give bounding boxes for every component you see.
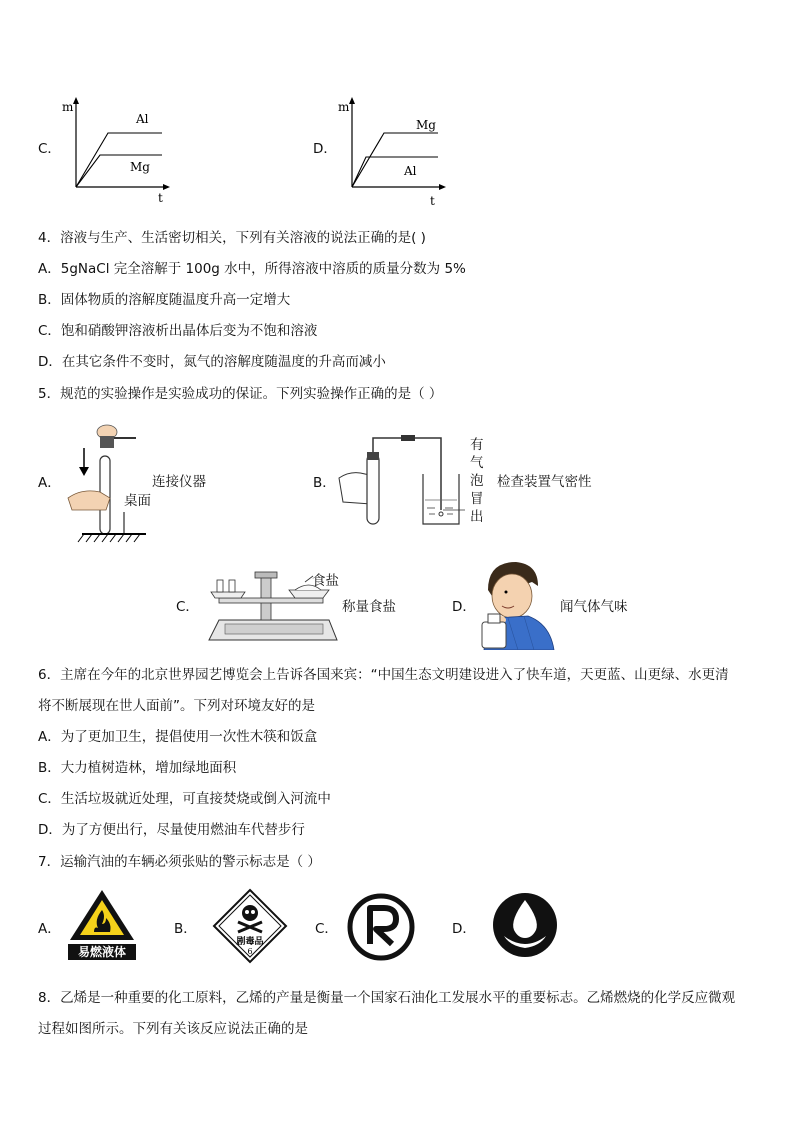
registered-trademark-icon <box>346 892 416 962</box>
q3-option-c-label: C． <box>38 141 61 157</box>
test-tube-icon <box>367 454 379 524</box>
q7-option-d-label: D． <box>452 921 476 937</box>
q5-stem: 5．规范的实验操作是实验成功的保证。下列实验操作正确的是（ ） <box>38 386 443 402</box>
q7-option-b-label: B． <box>174 921 197 937</box>
line-label-lower: Al <box>404 164 417 178</box>
q5-option-a-label: A． <box>38 475 61 491</box>
line-label-upper: Mg <box>416 118 436 132</box>
q5-a-desk-label: 桌面 <box>124 493 151 509</box>
q5-option-d-label: D． <box>452 599 476 615</box>
q4-stem: 4．溶液与生产、生活密切相关，下列有关溶液的说法正确的是( ) <box>38 230 426 246</box>
q5-option-c-label: C． <box>176 599 199 615</box>
q5-option-b-label: B． <box>313 475 336 491</box>
flame-icon <box>68 888 136 942</box>
q5-option-a-figure <box>62 418 152 548</box>
q6-stem-line1: 6．主席在今年的北京世界园艺博览会上告诉各国来宾：“中国生态文明建设进入了快车道，天更蓝、山更绿、水更清 <box>38 667 729 683</box>
hand-icon <box>68 491 110 510</box>
q5-c-caption: 称量食盐 <box>342 599 396 615</box>
sign-text: 易燃液体 <box>68 944 136 960</box>
q6-stem-line2: 将不断展现在世人面前”。下列对环境友好的是 <box>38 698 315 714</box>
q7-option-c-label: C． <box>315 921 338 937</box>
q5-b-bubble-text: 有 气 泡 冒 出 <box>470 437 484 525</box>
q5-option-b-figure <box>335 430 465 530</box>
q4-option-b: B．固体物质的溶解度随温度升高一定增大 <box>38 292 291 308</box>
bottle-icon <box>482 622 506 648</box>
line-label-upper: Al <box>136 112 149 126</box>
q3-option-d-graph <box>336 95 456 210</box>
q5-option-d-figure <box>478 560 556 650</box>
stopper-icon <box>100 436 114 448</box>
q5-d-caption: 闻气体气味 <box>560 599 628 615</box>
q7-stem: 7．运输汽油的车辆必须张贴的警示标志是（ ） <box>38 854 321 870</box>
toxic-sign <box>212 888 288 964</box>
down-arrow-icon <box>79 467 89 476</box>
water-saving-icon <box>490 890 560 960</box>
q7-option-a-label: A． <box>38 921 61 937</box>
q3-option-d-label: D． <box>313 141 337 157</box>
q5-c-salt-label: 食盐 <box>312 573 339 589</box>
x-axis-label: t <box>158 191 163 205</box>
q6-option-a: A．为了更加卫生，提倡使用一次性木筷和饭盒 <box>38 729 318 745</box>
q5-b-caption: 检查装置气密性 <box>497 474 592 490</box>
q4-option-c: C．饱和硝酸钾溶液析出晶体后变为不饱和溶液 <box>38 323 318 339</box>
x-axis-label: t <box>430 194 435 208</box>
sign-number: 6 <box>247 947 253 956</box>
q3-option-c-graph <box>60 95 180 205</box>
q6-option-b: B．大力植树造林，增加绿地面积 <box>38 760 237 776</box>
q8-stem-line2: 过程如图所示。下列有关该反应说法正确的是 <box>38 1021 308 1037</box>
q6-option-c: C．生活垃圾就近处理，可直接焚烧或倒入河流中 <box>38 791 331 807</box>
q4-option-a: A．5gNaCl 完全溶解于 100g 水中，所得溶液中溶质的质量分数为 5% <box>38 261 466 277</box>
q6-option-d: D．为了方便出行，尽量使用燃油车代替步行 <box>38 822 305 838</box>
sign-text: 剧毒品 <box>236 937 264 947</box>
q4-option-d: D．在其它条件不变时，氮气的溶解度随温度的升高而减小 <box>38 354 386 370</box>
y-axis-label: m <box>62 100 74 114</box>
y-axis-label: m <box>338 100 350 114</box>
q8-stem-line1: 8．乙烯是一种重要的化工原料，乙烯的产量是衡量一个国家石油化工发展水平的重要标志。乙烯燃烧的化学反应微观 <box>38 990 736 1006</box>
q5-a-caption: 连接仪器 <box>152 474 206 490</box>
line-label-lower: Mg <box>130 160 150 174</box>
flammable-liquid-sign <box>68 888 136 962</box>
